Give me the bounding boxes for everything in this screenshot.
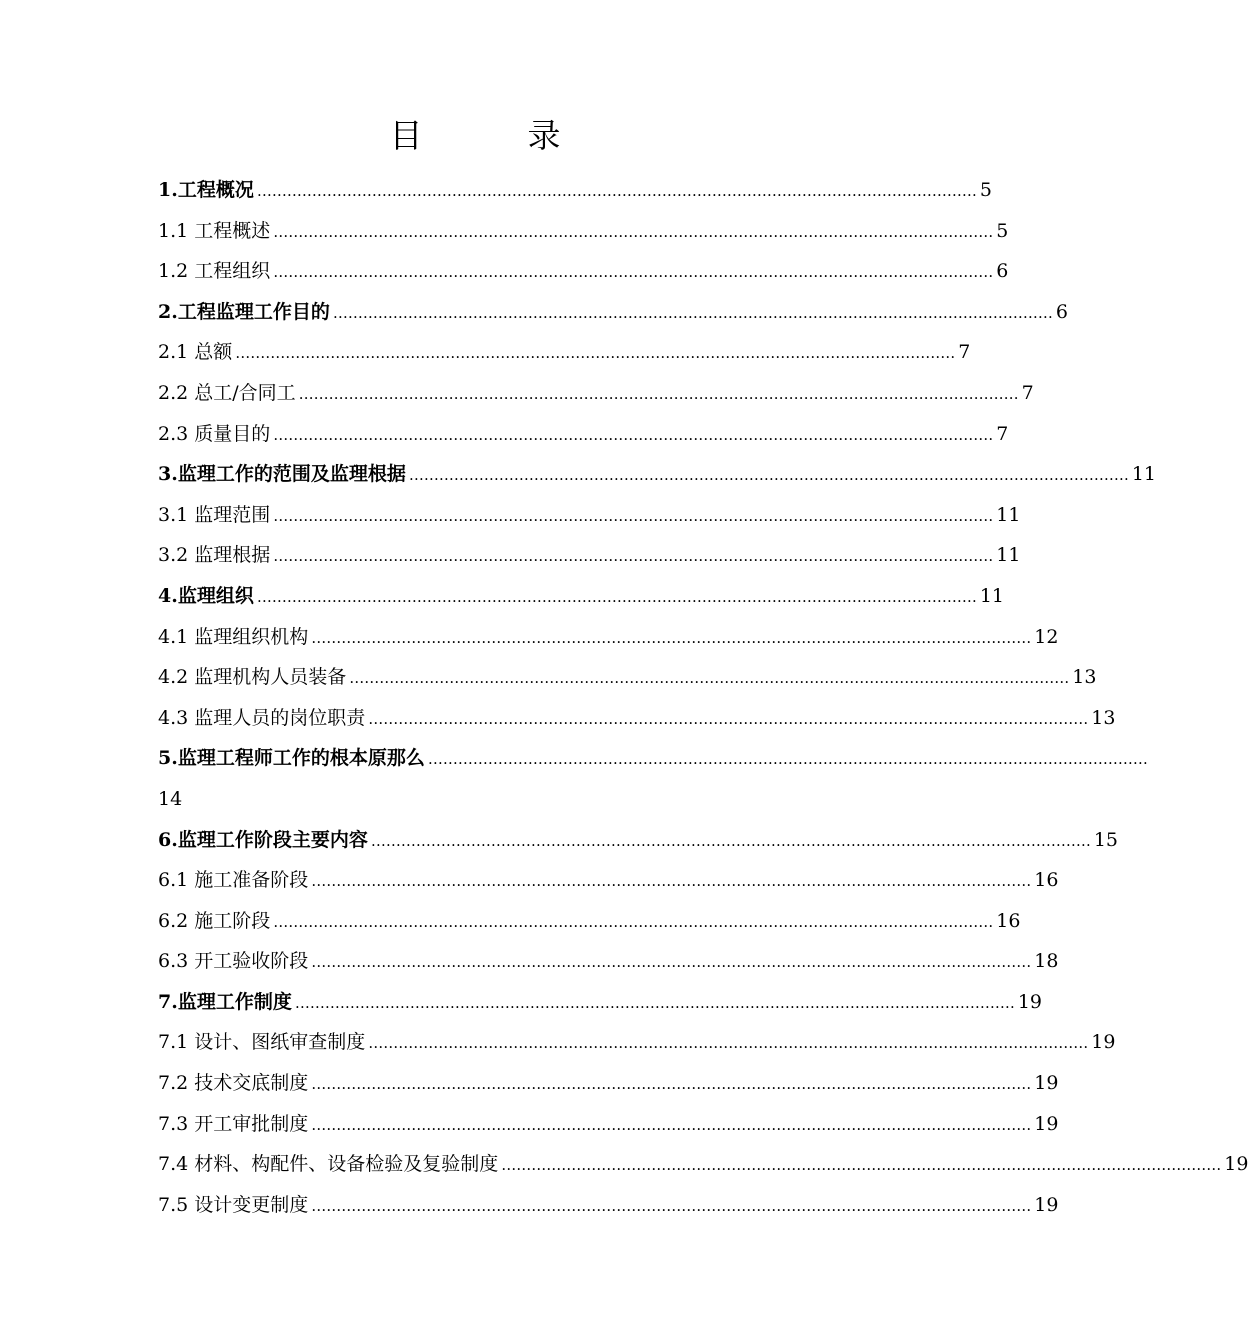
toc-page-number: 16 — [1034, 869, 1059, 892]
toc-page-number: 11 — [996, 503, 1021, 526]
toc-entry-label: 2.工程监理工作目的 — [158, 300, 330, 323]
toc-entry[interactable] — [158, 738, 1148, 819]
toc-entry[interactable] — [158, 1185, 1059, 1226]
toc-entry-label: 1.工程概况 — [158, 179, 254, 201]
toc-page-number: 14 — [158, 787, 183, 810]
toc-entry-label: 6.监理工作阶段主要内容 — [158, 828, 368, 851]
toc-entry[interactable] — [158, 251, 1009, 292]
toc-page-number: 19 — [1017, 990, 1043, 1013]
toc-entry[interactable] — [158, 211, 1009, 252]
toc-entry[interactable] — [158, 1063, 1059, 1104]
toc-entry[interactable] — [158, 495, 1021, 536]
toc-page-number: 18 — [1034, 950, 1059, 973]
toc-entry[interactable] — [158, 170, 992, 211]
toc-dot-leader: ……………………………………………………………………………………………………………………………… — [273, 547, 994, 566]
toc-entry[interactable] — [158, 292, 1068, 333]
toc-page-number: 15 — [1093, 828, 1119, 851]
toc-entry[interactable] — [158, 454, 1157, 495]
toc-entry-label: 3.2 监理根据 — [158, 544, 271, 567]
toc-entry[interactable] — [158, 901, 1021, 942]
toc-dot-leader: ……………………………………………………………………………………………………………………………… — [311, 1115, 1032, 1134]
toc-page-number: 13 — [1091, 706, 1116, 729]
toc-dot-leader: ……………………………………………………………………………………………………………………………… — [368, 709, 1089, 728]
toc-dot-leader: ……………………………………………………………………………………………………………………………… — [408, 466, 1129, 485]
toc-dot-leader: ……………………………………………………………………………………………………………………………… — [311, 1196, 1032, 1215]
toc-page-number: 11 — [979, 584, 1005, 607]
toc-page-number: 16 — [996, 909, 1021, 932]
toc-entry-label: 6.2 施工阶段 — [158, 909, 271, 932]
toc-entry-label: 7.监理工作制度 — [158, 990, 292, 1013]
toc-entry[interactable] — [158, 414, 1009, 455]
toc-list — [158, 170, 1248, 1225]
toc-entry[interactable] — [158, 941, 1059, 982]
toc-page-number: 12 — [1034, 625, 1059, 648]
toc-dot-leader: ……………………………………………………………………………………………………………………………… — [273, 222, 994, 241]
toc-page-number: 19 — [1034, 1193, 1059, 1216]
toc-entry-label: 3.监理工作的范围及监理根据 — [158, 463, 406, 486]
toc-entry-label: 6.1 施工准备阶段 — [158, 869, 309, 892]
toc-entry-label: 4.监理组织 — [158, 584, 254, 607]
toc-page-number: 13 — [1072, 666, 1097, 689]
toc-entry[interactable] — [158, 617, 1059, 658]
toc-dot-leader: ……………………………………………………………………………………………………………………………… — [273, 425, 994, 444]
toc-entry-label: 5.监理工程师工作的根本原那么 — [158, 747, 425, 770]
toc-dot-leader: ……………………………………………………………………………………………………………………………… — [501, 1156, 1222, 1175]
toc-dot-leader: ……………………………………………………………………………………………………………………………… — [368, 1034, 1089, 1053]
toc-page-number: 7 — [1021, 381, 1034, 404]
toc-dot-leader: ……………………………………………………………………………………………………………………………… — [273, 263, 994, 282]
toc-entry[interactable] — [158, 332, 971, 373]
toc-page-number: 5 — [979, 179, 992, 201]
toc-dot-leader: ……………………………………………………………………………………………………………………………… — [349, 669, 1070, 688]
toc-page-number: 11 — [996, 544, 1021, 567]
toc-entry-label: 7.2 技术交底制度 — [158, 1072, 309, 1095]
toc-page-number: 19 — [1224, 1153, 1248, 1176]
toc-dot-leader: ……………………………………………………………………………………………………………………………… — [311, 872, 1032, 891]
toc-page-number: 7 — [996, 422, 1009, 445]
toc-dot-leader: ……………………………………………………………………………………………………………………………… — [235, 344, 956, 363]
toc-entry[interactable] — [158, 820, 1119, 861]
toc-dot-leader: ……………………………………………………………………………………………………………………………… — [427, 750, 1148, 769]
toc-page-number: 5 — [996, 219, 1009, 242]
toc-dot-leader: ……………………………………………………………………………………………………………………………… — [332, 303, 1053, 322]
toc-entry-label: 7.4 材料、构配件、设备检验及复验制度 — [158, 1153, 499, 1176]
toc-dot-leader: ……………………………………………………………………………………………………………………………… — [298, 384, 1019, 403]
toc-dot-leader: ……………………………………………………………………………………………………………………………… — [256, 182, 977, 200]
toc-page-number: 19 — [1091, 1031, 1116, 1054]
toc-dot-leader: ……………………………………………………………………………………………………………………………… — [256, 587, 977, 606]
toc-page-number: 6 — [1055, 300, 1068, 323]
toc-dot-leader: ……………………………………………………………………………………………………………………………… — [311, 628, 1032, 647]
toc-dot-leader: ……………………………………………………………………………………………………………………………… — [294, 993, 1015, 1012]
toc-entry-label: 1.1 工程概述 — [158, 219, 271, 242]
toc-title: 目 录 — [389, 116, 597, 155]
toc-dot-leader: ……………………………………………………………………………………………………………………………… — [273, 506, 994, 525]
toc-entry-label: 4.3 监理人员的岗位职责 — [158, 706, 366, 729]
toc-page-number: 19 — [1034, 1072, 1059, 1095]
toc-entry-label: 2.3 质量目的 — [158, 422, 271, 445]
toc-dot-leader: ……………………………………………………………………………………………………………………………… — [311, 1075, 1032, 1094]
toc-entry-label: 2.2 总工/合同工 — [158, 381, 296, 404]
toc-entry-label: 4.2 监理机构人员装备 — [158, 666, 347, 689]
toc-page-number: 7 — [958, 341, 971, 364]
toc-entry[interactable] — [158, 1022, 1116, 1063]
toc-entry-label: 3.1 监理范围 — [158, 503, 271, 526]
toc-entry-label: 7.5 设计变更制度 — [158, 1193, 309, 1216]
toc-entry[interactable] — [158, 1144, 1248, 1185]
toc-entry[interactable] — [158, 860, 1059, 901]
toc-entry-label: 1.2 工程组织 — [158, 260, 271, 283]
toc-entry-label: 4.1 监理组织机构 — [158, 625, 309, 648]
toc-dot-leader: ……………………………………………………………………………………………………………………………… — [370, 831, 1091, 850]
toc-entry[interactable] — [158, 576, 1005, 617]
toc-dot-leader: ……………………………………………………………………………………………………………………………… — [311, 953, 1032, 972]
toc-entry[interactable] — [158, 657, 1097, 698]
toc-entry-label: 6.3 开工验收阶段 — [158, 950, 309, 973]
toc-entry-label: 7.1 设计、图纸审查制度 — [158, 1031, 366, 1054]
toc-entry-label: 7.3 开工审批制度 — [158, 1112, 309, 1135]
toc-dot-leader: ……………………………………………………………………………………………………………………………… — [273, 912, 994, 931]
toc-entry-label: 2.1 总额 — [158, 341, 233, 364]
toc-page-number: 6 — [996, 260, 1009, 283]
toc-entry[interactable] — [158, 373, 1034, 414]
toc-entry[interactable] — [158, 1104, 1059, 1145]
toc-entry[interactable] — [158, 982, 1043, 1023]
toc-entry[interactable] — [158, 535, 1021, 576]
toc-page-number: 19 — [1034, 1112, 1059, 1135]
toc-entry[interactable] — [158, 698, 1116, 739]
toc-page-number: 11 — [1131, 463, 1157, 486]
